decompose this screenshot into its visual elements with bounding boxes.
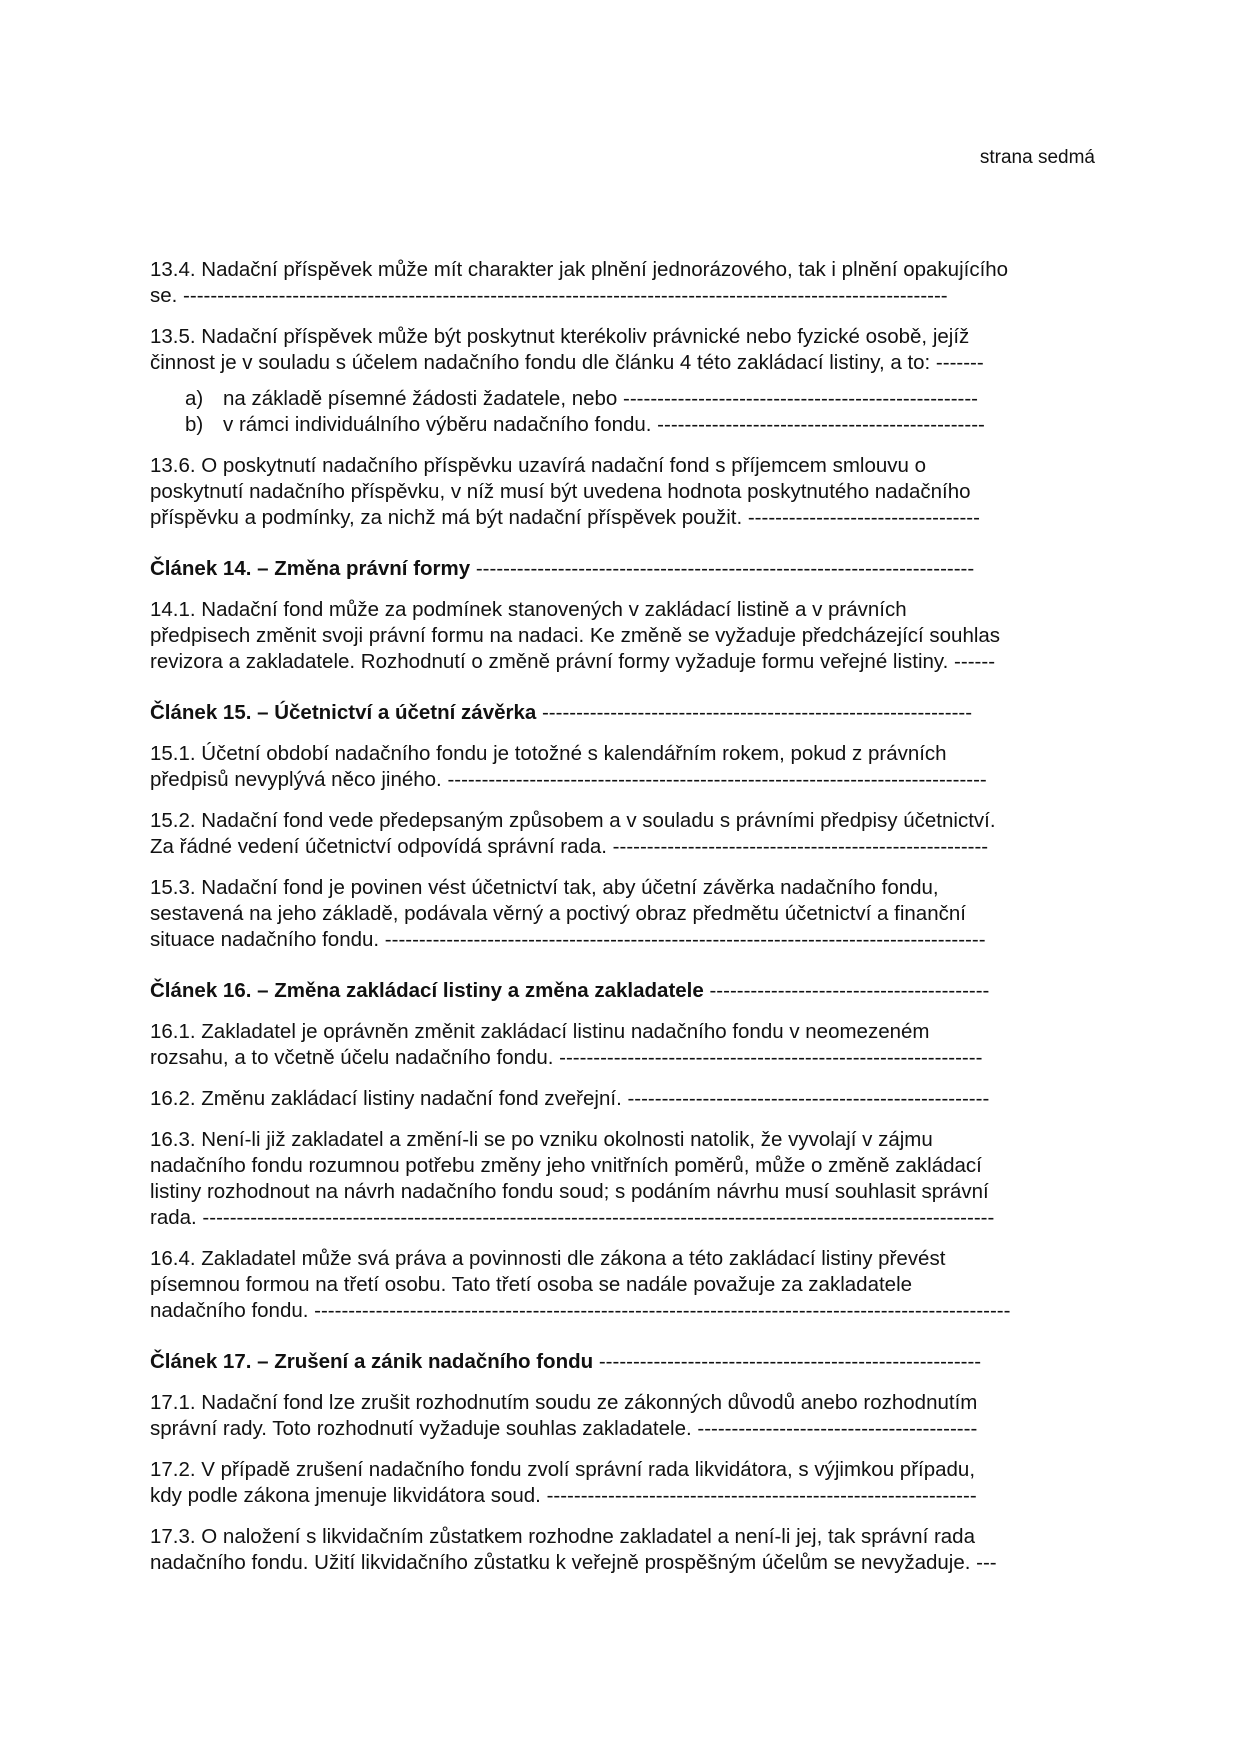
- text-line: 13.5. Nadační příspěvek může být poskytnut kterékoliv právnické nebo fyzické osobě, jejíž: [150, 325, 970, 348]
- text-line: kdy podle zákona jmenuje likvidátora soud. ---------------------------------------------------------------: [150, 1484, 977, 1507]
- text-line: 15.2. Nadační fond vede předepsaným způsobem a v souladu s právními předpisy účetnictví.: [150, 809, 996, 832]
- list-text: v rámci individuálního výběru nadačního fondu. ------------------------------------------------: [223, 413, 985, 436]
- text-line: písemnou formou na třetí osobu. Tato třetí osoba se nadále považuje za zakladatele: [150, 1273, 913, 1296]
- text-line: 15.3. Nadační fond je povinen vést účetnictví tak, aby účetní závěrka nadačního fondu,: [150, 876, 939, 899]
- text-line: 16.1. Zakladatel je oprávněn změnit zakládací listinu nadačního fondu v neomezeném: [150, 1020, 930, 1043]
- list-item: [185, 412, 1095, 438]
- text-line: 16.2. Změnu zakládací listiny nadační fond zveřejní. -----------------------------------------------------: [150, 1087, 990, 1110]
- text-line: Za řádné vedení účetnictví odpovídá správní rada. -------------------------------------------------------: [150, 835, 989, 858]
- heading-title: Článek 14. – Změna právní formy: [150, 557, 471, 580]
- heading-title: Článek 17. – Zrušení a zánik nadačního fondu: [150, 1350, 594, 1373]
- article-14-heading: [150, 556, 1095, 582]
- text-line: situace nadačního fondu. ----------------------------------------------------------------------------------------: [150, 928, 986, 951]
- paragraph-17-3: [150, 1524, 1095, 1576]
- heading-dashes: -----------------------------------------: [703, 979, 990, 1002]
- text-line: nadačního fondu rozumnou potřebu změny jeho vnitřních poměrů, může o změně zakládací: [150, 1154, 982, 1177]
- list-marker: b): [185, 413, 204, 436]
- heading-dashes: --------------------------------------------------------: [593, 1350, 982, 1373]
- list-text: na základě písemné žádosti žadatele, nebo ----------------------------------------------------: [223, 387, 979, 410]
- text-line: se. ----------------------------------------------------------------------------------------------------------------: [150, 284, 948, 307]
- paragraph-13-6: [150, 453, 1095, 531]
- text-line: rada. --------------------------------------------------------------------------------------------------------------------: [150, 1206, 995, 1229]
- text-line: 17.3. O naložení s likvidačním zůstatkem rozhodne zakladatel a není-li jej, tak správní rada: [150, 1525, 975, 1548]
- text-line: 13.4. Nadační příspěvek může mít charakter jak plnění jednorázového, tak i plnění opakujícího: [150, 258, 1009, 281]
- page-label: strana sedmá: [979, 147, 1095, 168]
- heading-dashes: ---------------------------------------------------------------: [536, 701, 973, 724]
- list-marker: a): [185, 387, 204, 410]
- paragraph-17-2: [150, 1457, 1095, 1509]
- text-line: poskytnutí nadačního příspěvku, v níž musí být uvedena hodnota poskytnutého nadačního: [150, 480, 971, 503]
- paragraph-16-4: [150, 1246, 1095, 1324]
- article-16-heading: [150, 978, 1095, 1004]
- heading-title: Článek 16. – Změna zakládací listiny a změna zakladatele: [150, 979, 704, 1002]
- paragraph-14-1: [150, 597, 1095, 675]
- text-line: správní rady. Toto rozhodnutí vyžaduje souhlas zakladatele. -----------------------------------------: [150, 1417, 978, 1440]
- text-line: listiny rozhodnout na návrh nadačního fondu soud; s podáním návrhu musí souhlasit správní: [150, 1180, 989, 1203]
- text-line: 16.4. Zakladatel může svá práva a povinnosti dle zákona a této zakládací listiny převést: [150, 1247, 946, 1270]
- text-line: 13.6. O poskytnutí nadačního příspěvku uzavírá nadační fond s příjemcem smlouvu o: [150, 454, 927, 477]
- text-line: činnost je v souladu s účelem nadačního fondu dle článku 4 této zakládací listiny, a to: -------: [150, 351, 984, 374]
- text-line: 16.3. Není-li již zakladatel a změní-li se po vzniku okolnosti natolik, že vyvolají v zájmu: [150, 1128, 933, 1151]
- text-line: předpisů nevyplývá něco jiného. -------------------------------------------------------------------------------: [150, 768, 987, 791]
- text-line: předpisech změnit svoji právní formu na nadaci. Ke změně se vyžaduje předcházející souhlas: [150, 624, 1001, 647]
- document-page: [150, 145, 1095, 1591]
- article-15-heading: [150, 700, 1095, 726]
- text-line: 17.2. V případě zrušení nadačního fondu zvolí správní rada likvidátora, s výjimkou případu,: [150, 1458, 976, 1481]
- paragraph-15-1: [150, 741, 1095, 793]
- paragraph-16-2: [150, 1086, 1095, 1112]
- text-line: 17.1. Nadační fond lze zrušit rozhodnutím soudu ze zákonných důvodů anebo rozhodnutím: [150, 1391, 978, 1414]
- article-17-heading: [150, 1349, 1095, 1375]
- list-13-5: [185, 386, 1095, 438]
- paragraph-16-3: [150, 1127, 1095, 1231]
- text-line: 15.1. Účetní období nadačního fondu je totožné s kalendářním rokem, pokud z právních: [150, 742, 947, 765]
- paragraph-15-2: [150, 808, 1095, 860]
- list-item: [185, 386, 1095, 412]
- heading-dashes: -------------------------------------------------------------------------: [470, 557, 975, 580]
- paragraph-17-1: [150, 1390, 1095, 1442]
- heading-title: Článek 15. – Účetnictví a účetní závěrka: [150, 701, 537, 724]
- text-line: revizora a zakladatele. Rozhodnutí o změně právní formy vyžaduje formu veřejné listiny. ------: [150, 650, 996, 673]
- paragraph-15-3: [150, 875, 1095, 953]
- text-line: sestavená na jeho základě, podávala věrný a poctivý obraz předmětu účetnictví a finanční: [150, 902, 966, 925]
- paragraph-13-5: [150, 324, 1095, 376]
- paragraph-16-1: [150, 1019, 1095, 1071]
- text-line: příspěvku a podmínky, za nichž má být nadační příspěvek použit. ----------------------------------: [150, 506, 980, 529]
- text-line: rozsahu, a to včetně účelu nadačního fondu. --------------------------------------------------------------: [150, 1046, 983, 1069]
- text-line: nadačního fondu. ------------------------------------------------------------------------------------------------------: [150, 1299, 1011, 1322]
- paragraph-13-4: [150, 257, 1095, 309]
- text-line: 14.1. Nadační fond může za podmínek stanovených v zakládací listině a v právních: [150, 598, 907, 621]
- text-line: nadačního fondu. Užití likvidačního zůstatku k veřejně prospěšným účelům se nevyžaduje. ---: [150, 1551, 997, 1574]
